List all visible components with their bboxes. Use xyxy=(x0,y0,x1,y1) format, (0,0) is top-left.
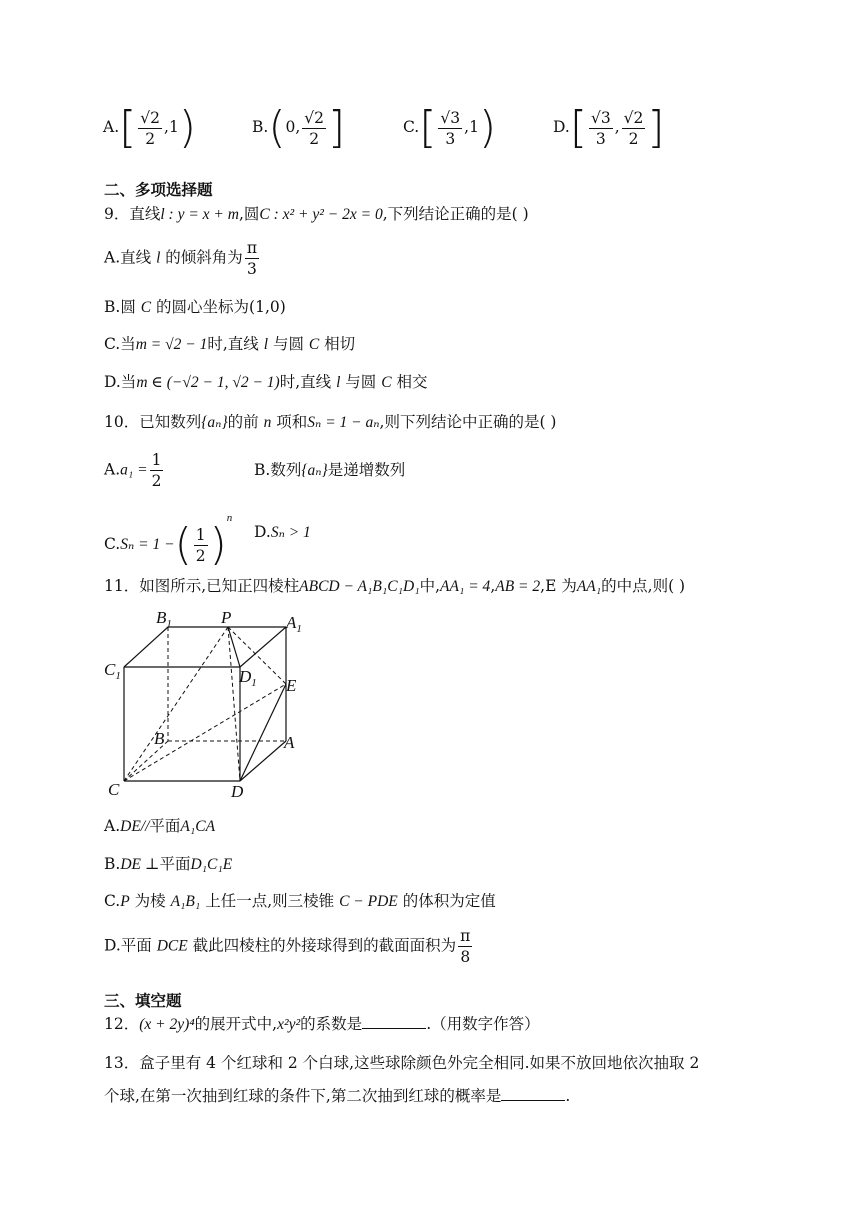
math-expression: Sₙ = 1 − xyxy=(120,536,175,553)
q11-option-a xyxy=(104,816,215,837)
q10-option-b xyxy=(254,460,405,481)
label-d: D xyxy=(231,782,244,801)
section-heading-multiple-choice: 二、多项选择题 xyxy=(104,181,213,199)
text: , xyxy=(490,577,496,595)
q11-stem xyxy=(104,576,685,597)
text: ,则下列结论中正确的是( ) xyxy=(379,413,557,431)
q8-option-b: B.(0, $\frac{√2}{2}$ ] xyxy=(252,102,346,153)
q12 xyxy=(104,1014,540,1035)
plane-name: DCE xyxy=(156,937,188,955)
segment-ce-hidden xyxy=(124,684,286,781)
label-c: C xyxy=(108,780,120,799)
q10-option-c: C.Sₙ = 1 −( $\frac{1}{2}$ )$^n$ xyxy=(104,512,233,570)
math-expression: AA₁ xyxy=(576,578,602,595)
text: 个球,在第一次抽到红球的条件下,第二次抽到红球的概率是 xyxy=(104,1087,502,1105)
text: 相切 xyxy=(319,335,356,353)
text: 的中点,则( ) xyxy=(601,577,686,595)
q10-option-d xyxy=(254,522,311,543)
text: 项和 xyxy=(271,413,308,431)
text: 的体积为定值 xyxy=(397,892,496,910)
q10-stem xyxy=(104,412,556,433)
fraction-numerator: √3 xyxy=(440,108,461,127)
text: D. xyxy=(254,523,271,541)
fraction-numerator: √2 xyxy=(304,108,325,127)
q8-option-a: A.[ $\frac{√2}{2}$ ,1) xyxy=(103,102,197,153)
fraction-denominator: 3 xyxy=(595,129,606,148)
edge-name: A₁B₁ xyxy=(170,893,201,910)
fraction-numerator: π xyxy=(246,239,257,257)
exponent: n xyxy=(226,512,233,524)
text: ,下列结论正确的是( ) xyxy=(382,205,529,223)
sequence: {aₙ} xyxy=(301,462,328,479)
text: 时,直线 xyxy=(207,335,264,353)
text: 10．已知数列 xyxy=(104,413,202,431)
sequence: {aₙ} xyxy=(201,414,228,431)
math-var: C xyxy=(381,374,392,391)
q9-option-d xyxy=(104,372,428,393)
math-var: n xyxy=(263,414,272,431)
text: 9．直线 xyxy=(104,205,161,223)
label-sub: 1 xyxy=(251,677,257,689)
interval-end: ,1 xyxy=(164,118,179,136)
fraction-denominator: 2 xyxy=(309,129,320,148)
edge-d-a xyxy=(240,741,286,781)
text: 的系数是 xyxy=(300,1015,363,1033)
fraction-denominator: 8 xyxy=(460,948,471,966)
q9-stem xyxy=(104,204,529,225)
math-var: C xyxy=(140,299,152,316)
fraction-denominator: 2 xyxy=(145,129,156,148)
text: 与圆 xyxy=(268,335,309,353)
fraction-numerator: √3 xyxy=(590,108,611,127)
text: . xyxy=(565,1087,571,1105)
math-expression: a₁ = xyxy=(120,461,148,479)
math-expression: Sₙ > 1 xyxy=(270,524,311,541)
math-expression: AB = 2 xyxy=(495,578,541,595)
prism-figure xyxy=(100,603,330,803)
text: 的前 xyxy=(227,413,264,431)
text: ,E 为 xyxy=(540,577,577,595)
label-p: P xyxy=(221,608,232,627)
text: C.当 xyxy=(104,335,136,353)
text: D.平面 xyxy=(104,936,157,955)
fraction-denominator: 2 xyxy=(151,472,162,490)
math-expression: m ∈ (−√2 − 1, √2 − 1) xyxy=(136,374,280,391)
edge-b1-c1 xyxy=(124,627,168,667)
q11-option-b xyxy=(104,854,232,875)
q11-option-d xyxy=(104,926,474,967)
text: 截此四棱柱的外接球得到的截面面积为 xyxy=(187,936,457,955)
text: 平面 xyxy=(159,855,191,873)
math-var: l xyxy=(336,374,341,391)
label-d1 xyxy=(238,667,257,689)
coordinate: (1,0) xyxy=(249,298,286,316)
text: ,圆 xyxy=(238,205,260,223)
label-c1 xyxy=(104,660,121,682)
fraction-denominator: 2 xyxy=(628,129,639,148)
text: 上任一点,则三棱锥 xyxy=(200,892,340,910)
math-expression: Sₙ = 1 − aₙ xyxy=(307,414,380,431)
q11-option-c xyxy=(104,891,496,912)
math-var: l xyxy=(263,336,269,353)
option-label: D. xyxy=(553,118,570,136)
fraction-denominator: 3 xyxy=(445,129,456,148)
label-b1 xyxy=(156,608,172,630)
q8-option-d: D.[ $\frac{√3}{3}$ , $\frac{√2}{2}$ ] xyxy=(553,102,665,153)
label-e: E xyxy=(286,676,297,695)
answer-blank[interactable] xyxy=(362,1014,426,1029)
text: 的倾斜角为 xyxy=(160,248,243,267)
math-expression: DE ⊥ xyxy=(120,856,160,873)
answer-blank[interactable] xyxy=(501,1086,565,1101)
option-label: C. xyxy=(403,118,420,136)
segment-pd-hidden xyxy=(228,627,240,781)
text: C. xyxy=(104,535,121,553)
label-text: B xyxy=(156,608,167,627)
segment-pc-hidden xyxy=(124,627,228,781)
fraction-numerator: √2 xyxy=(623,108,644,127)
text: B.数列 xyxy=(254,461,302,479)
interval-start: 0, xyxy=(285,118,301,136)
text: C. xyxy=(104,892,121,910)
prism-name: ABCD − A₁B₁C₁D₁ xyxy=(299,578,420,595)
text: 平面 xyxy=(149,817,181,835)
math-expression: m = √2 − 1 xyxy=(135,336,208,353)
label-text: A xyxy=(286,613,297,632)
text: 中, xyxy=(419,577,441,595)
text: A. xyxy=(104,817,121,835)
text: D.当 xyxy=(104,373,137,391)
math-expression: (x + 2y)⁴ xyxy=(139,1016,195,1033)
math-var: P xyxy=(120,893,130,910)
q10-option-a xyxy=(104,450,165,491)
label-text: D xyxy=(239,667,252,686)
math-expression: DE// xyxy=(120,818,150,835)
label-b: B xyxy=(154,729,165,748)
question-number: 12． xyxy=(104,1015,140,1033)
q13-line2 xyxy=(104,1086,570,1106)
plane-name: D₁C₁E xyxy=(190,856,233,873)
fraction-denominator: 2 xyxy=(195,546,206,565)
text: 相交 xyxy=(391,373,428,391)
label-text: C xyxy=(104,660,116,679)
label-sub: 1 xyxy=(166,618,172,630)
label-a: A xyxy=(284,733,295,752)
fraction-denominator: 3 xyxy=(246,260,257,278)
text: 为棱 xyxy=(129,892,171,910)
fraction-numerator: 1 xyxy=(195,525,206,544)
q8-option-c: C.[ $\frac{√3}{3}$ ,1) xyxy=(403,102,497,153)
pyramid-name: C − PDE xyxy=(339,893,398,910)
text: 的展开式中, xyxy=(194,1015,278,1033)
edge-a1-d1 xyxy=(240,627,286,667)
text: 时,直线 xyxy=(279,373,337,391)
fraction-numerator: 1 xyxy=(151,451,162,469)
fraction-numerator: π xyxy=(460,927,471,945)
math-var: l xyxy=(156,249,161,267)
math-var: C xyxy=(308,336,320,353)
interval-end: ,1 xyxy=(464,118,479,136)
text: A. xyxy=(104,460,121,479)
text: B.圆 xyxy=(104,298,141,316)
q9-option-c xyxy=(104,334,355,355)
q9-option-b xyxy=(104,297,286,318)
option-label: B. xyxy=(252,118,269,136)
fraction-numerator: √2 xyxy=(140,108,161,127)
label-a1 xyxy=(285,613,302,635)
q13-line1: 13．盒子里有 4 个红球和 2 个白球,这些球除颜色外完全相同.如果不放回地依次抽取 2 xyxy=(104,1054,700,1072)
text: 的圆心坐标为 xyxy=(151,298,250,316)
plane-name: A₁CA xyxy=(180,818,216,835)
text: 是递增数列 xyxy=(327,461,406,479)
section-heading-fill-in: 三、填空题 xyxy=(104,992,182,1010)
text: 11．如图所示,已知正四棱柱 xyxy=(104,577,300,595)
text: B. xyxy=(104,855,121,873)
q9-option-a xyxy=(104,238,261,279)
label-sub: 1 xyxy=(115,670,121,682)
label-sub: 1 xyxy=(296,623,302,635)
math-expression: AA₁ = 4 xyxy=(440,578,491,595)
option-label: A. xyxy=(103,118,120,136)
math-expression: x²y² xyxy=(277,1016,301,1033)
circle-equation: C : x² + y² − 2x = 0 xyxy=(259,206,383,223)
text: .（用数字作答） xyxy=(426,1015,540,1033)
text: 与圆 xyxy=(340,373,382,391)
segment-de xyxy=(240,684,286,781)
text: A.直线 xyxy=(104,248,157,267)
line-equation: l : y = x + m xyxy=(160,206,239,223)
